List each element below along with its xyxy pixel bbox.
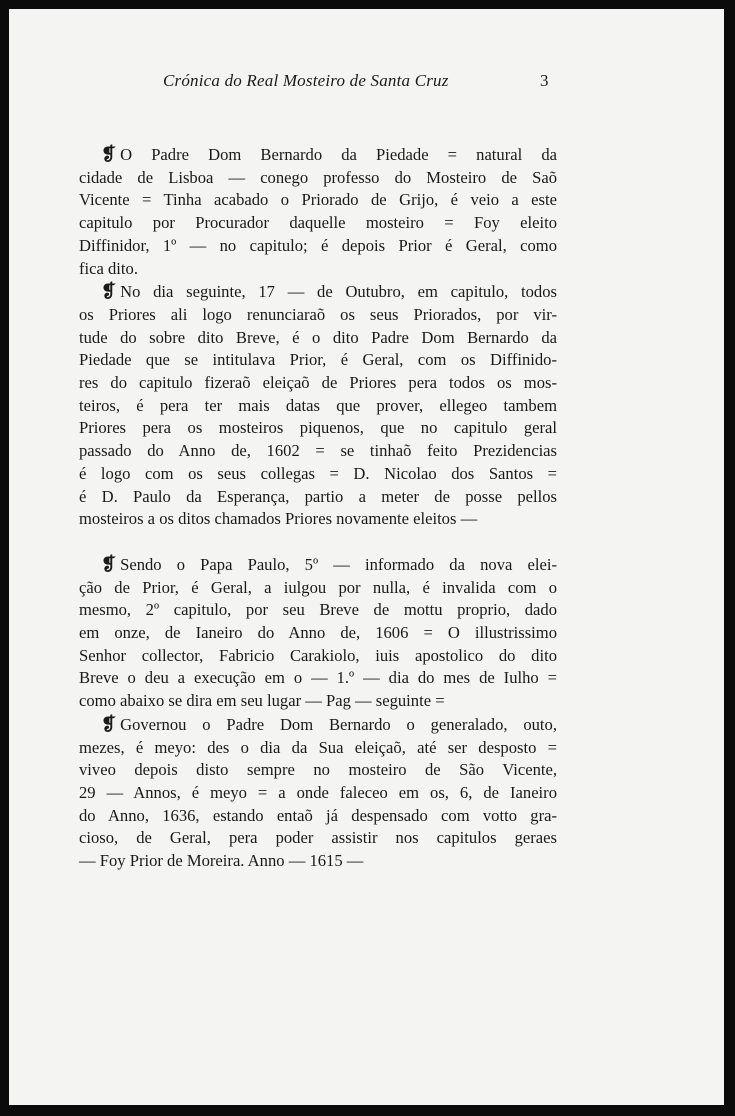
text-line: ❡ Sendo o Papa Paulo, 5º — informado da nova elei- [101, 553, 557, 574]
page-header [9, 71, 724, 97]
text-line: Breve o deu a execução em o — 1.º — dia do mes de Iulho = [79, 668, 557, 688]
body-text [79, 143, 557, 873]
text-line: viveo depois disto sempre no mosteiro de São Vicente, [79, 760, 557, 780]
paragraph [79, 553, 557, 713]
text-line: cioso, de Geral, pera poder assistir nos capitulos geraes [79, 828, 557, 848]
text-line: Senhor collector, Fabricio Carakiolo, iuis apostolico do dito [79, 645, 557, 665]
text-line: ❡ No dia seguinte, 17 — de Outubro, em capitulo, todos [101, 281, 557, 302]
text-line: Diffinidor, 1º — no capitulo; é depois Prior é Geral, como [79, 235, 557, 255]
text-line: mosteiros a os ditos chamados Priores novamente eleitos — [79, 509, 478, 529]
text-line: Piedade que se intitulava Prior, é Geral, com os Diffinido- [79, 350, 557, 370]
text-line: teiros, é pera ter mais datas que prover, ellegeo tambem [79, 395, 557, 415]
text-line: Vicente = Tinha acabado o Priorado de Grijo, é veio a este [79, 190, 557, 210]
paragraph [79, 280, 557, 531]
text-line: ção de Prior, é Geral, a iulgou por nulla, é invalida com o [79, 577, 557, 597]
paragraph-mark-icon: ❡ [101, 281, 117, 302]
text-line: os Priores ali logo renunciaraõ os seus Priorados, por vir- [79, 304, 557, 324]
text-line: ❡ O Padre Dom Bernardo da Piedade = natural da [101, 144, 557, 164]
text-line: Priores pera os mosteiros piquenos, que no capitulo geral [79, 418, 557, 438]
text-line: ❡ Governou o Padre Dom Bernardo o generalado, outo, [101, 713, 557, 734]
running-title: Crónica do Real Mosteiro de Santa Cruz [163, 71, 449, 90]
paragraph-mark-icon: ❡ [101, 144, 117, 164]
text-line: é logo com os seus collegas = D. Nicolao dos Santos = [79, 463, 557, 483]
page-number: 3 [540, 71, 549, 90]
text-line: capitulo por Procurador daquelle mosteiro = Foy eleito [79, 213, 557, 233]
document-page [9, 9, 724, 1105]
text-line: em onze, de Ianeiro do Anno de, 1606 = O illustrissimo [79, 623, 557, 643]
text-line: mesmo, 2º capitulo, por seu Breve de mottu proprio, dado [79, 600, 557, 620]
text-line: fica dito. [79, 258, 138, 278]
text-line: 29 — Annos, é meyo = a onde faleceo em os, 6, de Ianeiro [79, 782, 557, 802]
paragraph [79, 143, 557, 280]
paragraph-mark-icon: ❡ [101, 713, 117, 734]
text-line: é D. Paulo da Esperança, partio a meter de posse pellos [79, 486, 557, 506]
text-line: tude do sobre dito Breve, é o dito Padre Dom Bernardo da [79, 327, 557, 347]
text-line: do Anno, 1636, estando entaõ já despensado com votto gra- [79, 805, 557, 825]
text-line: mezes, é meyo: des o dia da Sua eleiçaõ, até ser desposto = [79, 737, 557, 757]
text-line: cidade de Lisboa — conego professo do Mosteiro de Saõ [79, 167, 557, 187]
text-line: res do capitulo fizeraõ eleiçaõ de Priores pera todos os mos- [79, 373, 557, 393]
paragraph [79, 713, 557, 873]
paragraph-mark-icon: ❡ [101, 553, 117, 574]
text-line: — Foy Prior de Moreira. Anno — 1615 — [79, 851, 364, 871]
text-line: como abaixo se dira em seu lugar — Pag — seguinte = [79, 691, 445, 711]
text-line: passado do Anno de, 1602 = se tinhaõ feito Prezidencias [79, 441, 557, 461]
